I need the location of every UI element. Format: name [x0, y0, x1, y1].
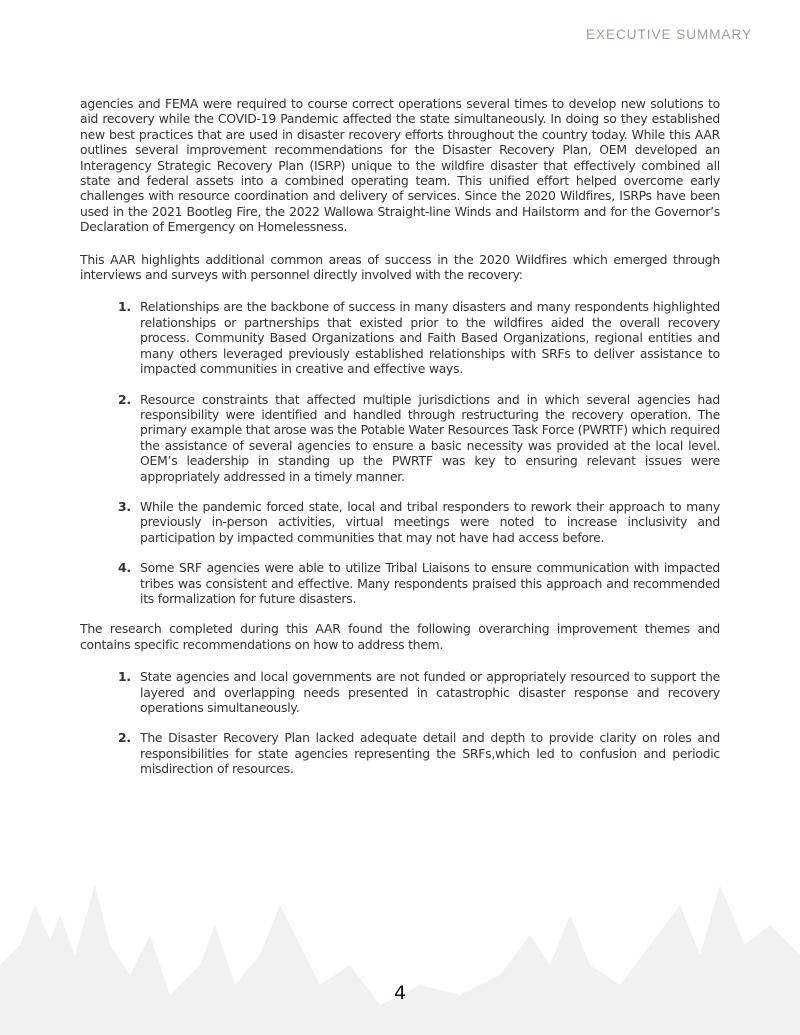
paragraph: The research completed during this AAR found the following overarching improvement themes and contains specific recommendations on how to address them. — [80, 621, 720, 652]
paragraph: agencies and FEMA were required to course correct operations several times to develop new solutions to aid recovery while the COVID-19 Pandemic affected the state simultaneously. In doing so they established new best practices that are used in disaster recovery efforts throughout the country today. While this AAR outlines several improvement recommendations for the Disaster Recovery Plan, OEM developed an Interagency Strategic Recovery Plan (ISRP) unique to the wildfire disaster that effectively combined all state and federal assets into a combined operating team. This unified effort helped overcome early challenges with resource coordination and delivery of services. Since the 2020 Wildfires, ISRPs have been used in the 2021 Bootleg Fire, the 2022 Wallowa Straight-line Winds and Hailstorm and for the Governor’s Declaration of Emergency on Homelessness. — [80, 96, 720, 235]
list-text: The Disaster Recovery Plan lacked adequate detail and depth to provide clarity on roles and responsibilities for state agencies representing the SRFs,which led to confusion and periodic misdirection of resources. — [140, 730, 720, 777]
page-number: 4 — [393, 982, 407, 1004]
list-number: 1. — [118, 299, 131, 315]
list-number: 2. — [118, 391, 131, 407]
themes-list — [80, 669, 720, 776]
successes-list — [80, 299, 720, 606]
list-item — [80, 560, 720, 606]
list-item — [80, 499, 720, 545]
list-text: Resource constraints that affected multiple jurisdictions and in which several agencies had responsibility were identified and handled through restructuring the recovery operation. The primary example that arose was the Potable Water Resources Task Force (PWRTF) which required the assistance of several agencies to ensure a basic necessity was provided at the local level. OEM’s leadership in standing up the PWRTF was key to ensuring relevant issues were appropriately addressed in a timely manner. — [140, 391, 720, 484]
list-text: State agencies and local governments are not funded or appropriately resourced to support the layered and overlapping needs presented in catastrophic disaster response and recovery operations simultaneously. — [140, 669, 720, 715]
list-number: 2. — [118, 730, 131, 746]
list-text: While the pandemic forced state, local and tribal responders to rework their approach to many previously in-person activities, virtual meetings were noted to increase inclusivity and participation by impacted communities that may not have had access before. — [140, 498, 720, 545]
document-body — [80, 96, 720, 792]
list-text: Relationships are the backbone of success in many disasters and many respondents highlighted relationships or partnerships that existed prior to the wildfires aided the overall recovery process. Community Based Organizations and Faith Based Organizations, regional entities and many others leveraged previously established relationships with SRFs to deliver assistance to impacted communities in creative and effective ways. — [140, 299, 720, 377]
list-item — [80, 669, 720, 715]
section-header: EXECUTIVE SUMMARY — [585, 27, 752, 42]
list-item — [80, 392, 720, 484]
list-item — [80, 299, 720, 376]
forest-background-image — [0, 845, 800, 1035]
paragraph: This AAR highlights additional common areas of success in the 2020 Wildfires which emerged through interviews and surveys with personnel directly involved with the recovery: — [80, 251, 720, 283]
list-number: 3. — [118, 498, 131, 514]
list-number: 1. — [118, 669, 131, 685]
list-number: 4. — [118, 560, 131, 576]
list-item — [80, 730, 720, 776]
list-text: Some SRF agencies were able to utilize Tribal Liaisons to ensure communication with impacted tribes was consistent and effective. Many respondents praised this approach and recommended its formalization for future disasters. — [140, 560, 720, 606]
